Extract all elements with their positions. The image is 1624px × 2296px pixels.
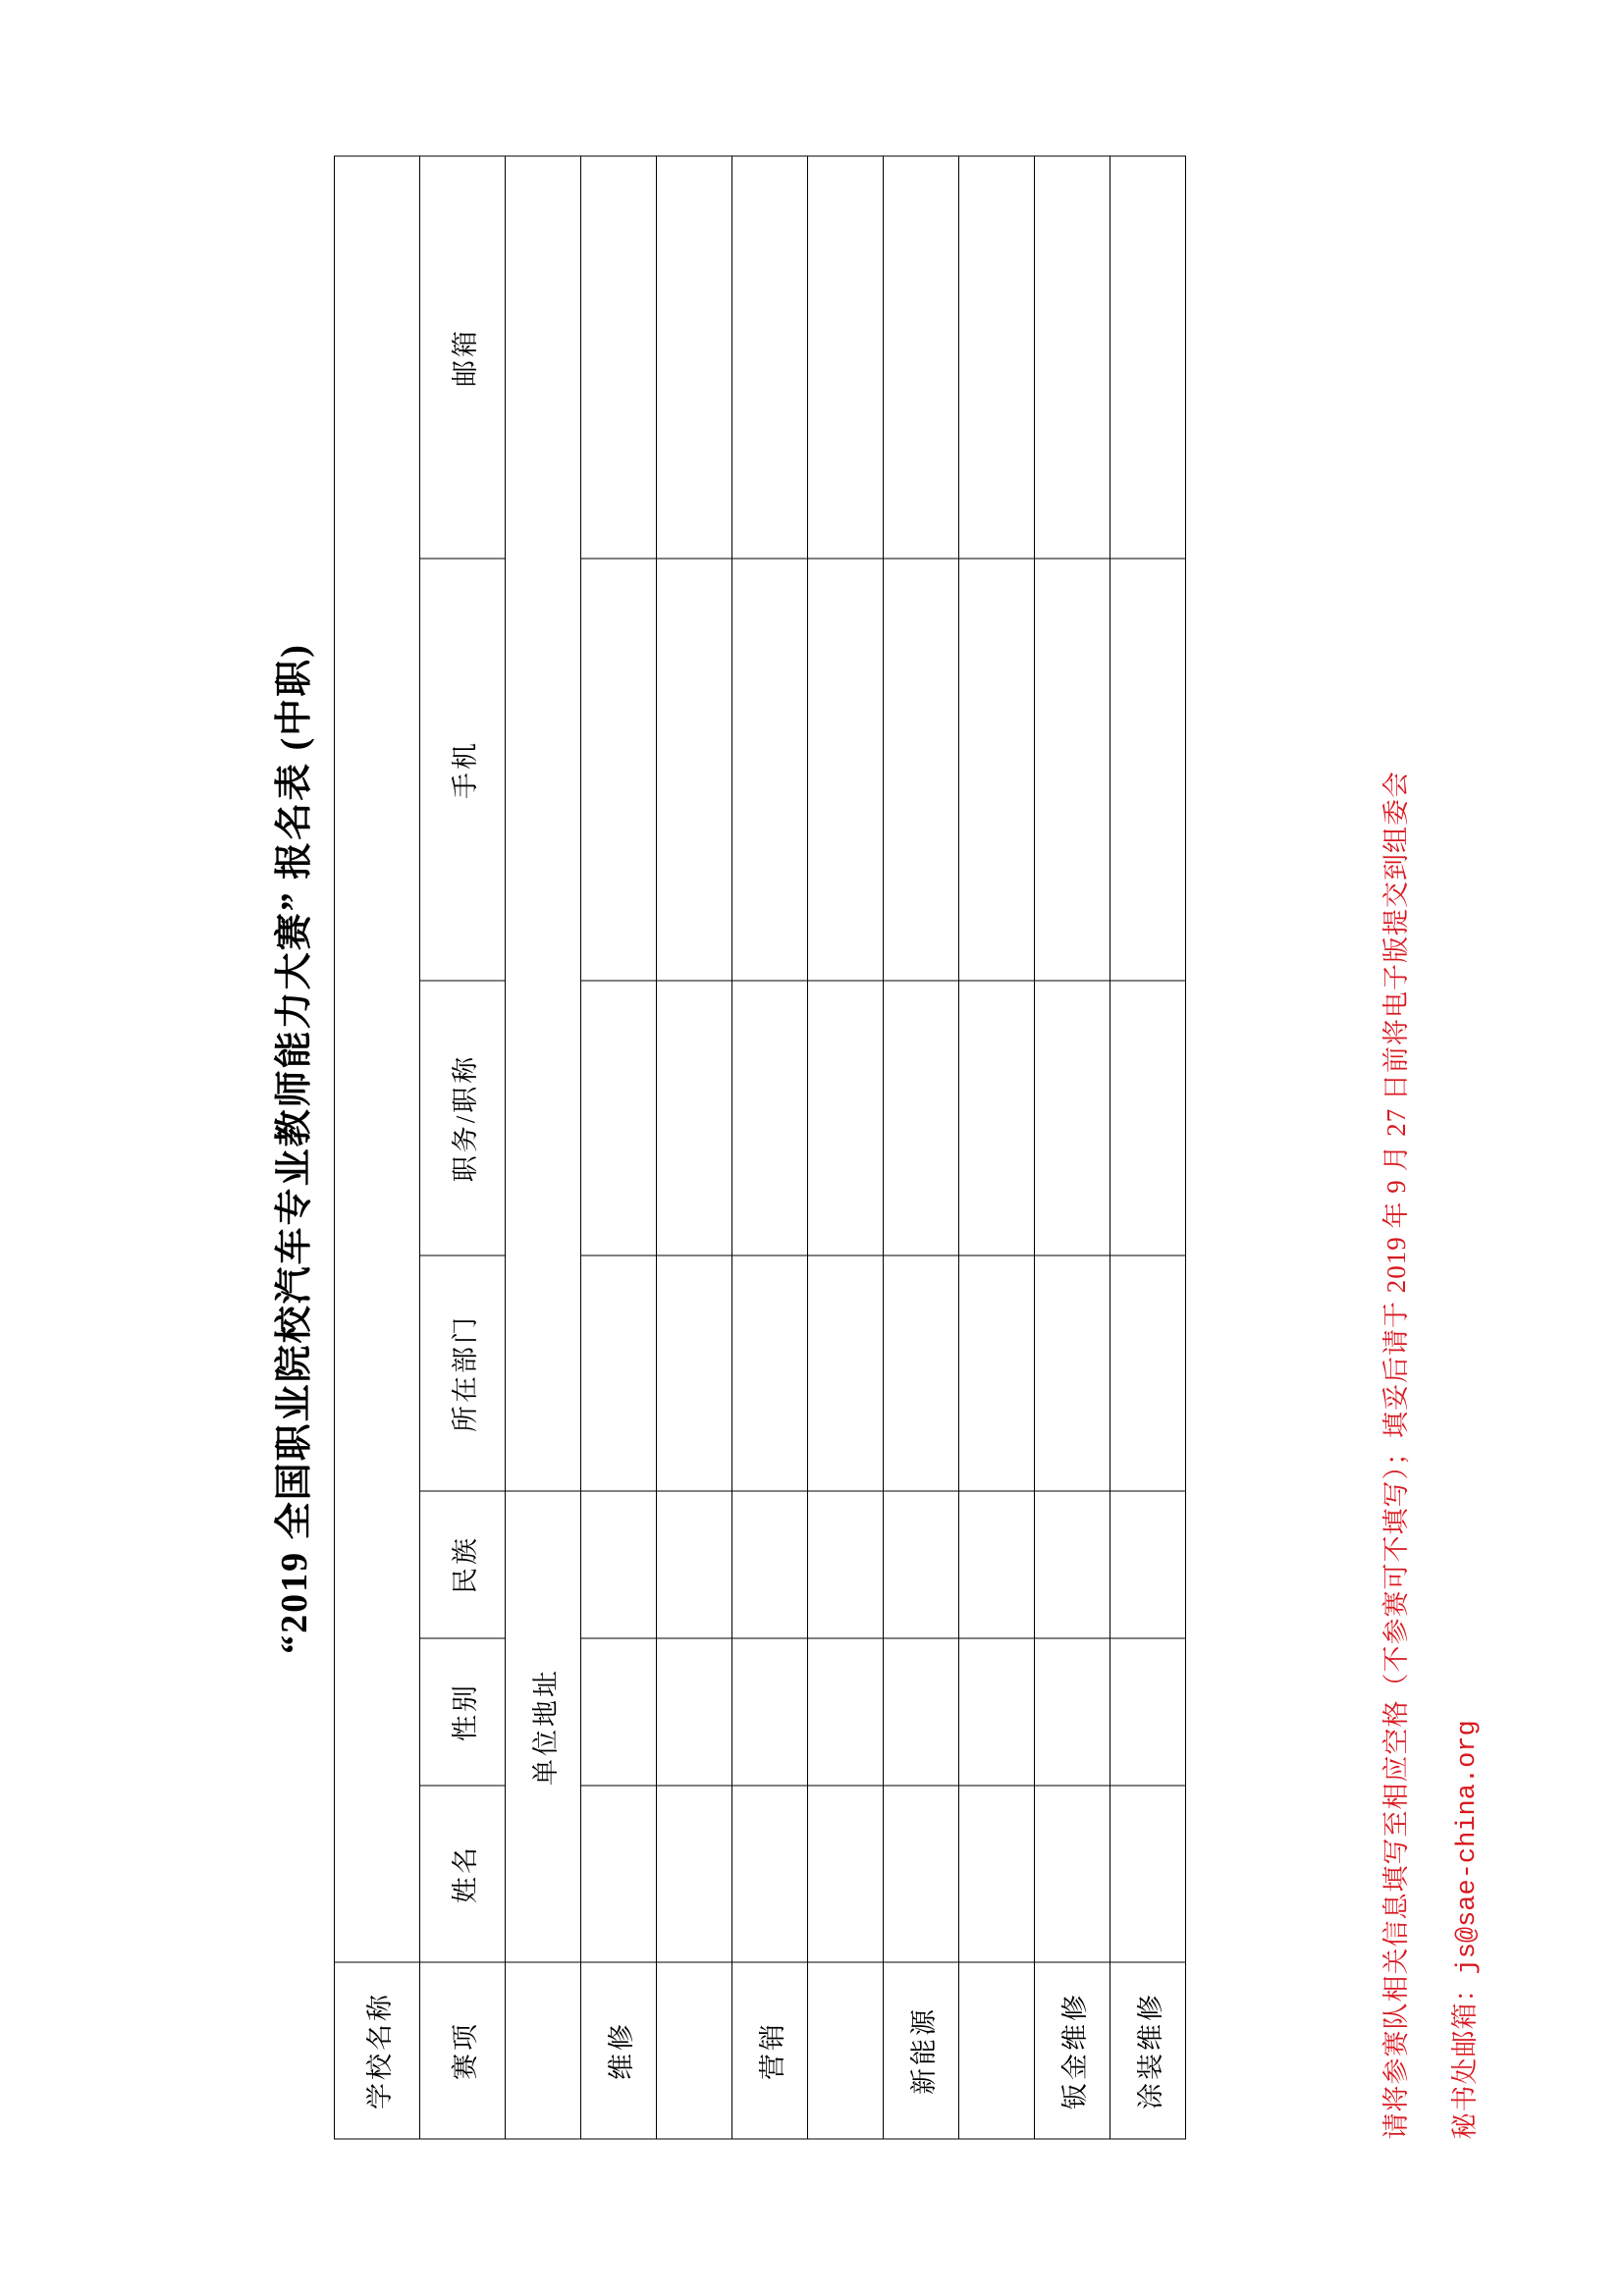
cell-email[interactable]	[959, 155, 1035, 558]
cell-nation[interactable]	[1035, 1491, 1110, 1638]
cell-gender[interactable]	[884, 1638, 959, 1786]
cell-mobile[interactable]	[808, 559, 884, 981]
cell-name[interactable]	[732, 1786, 808, 1962]
cell-nation[interactable]	[808, 1491, 884, 1638]
note-submission: 请将参赛队相关信息填写至相应空格（不参赛可不填写）；填妥后请于 2019 年 9 月 27 日前将电子版提交到组委会	[1381, 770, 1411, 2139]
cell-event: 营销	[732, 1962, 808, 2139]
cell-event	[657, 1962, 732, 2139]
note-secretariat-email	[1443, 1720, 1483, 2139]
cell-dept[interactable]	[657, 1255, 732, 1491]
col-header-dept: 所在部门	[420, 1255, 506, 1491]
cell-email[interactable]	[657, 155, 732, 558]
cell-email[interactable]	[1110, 155, 1186, 558]
col-header-mobile: 手机	[420, 559, 506, 981]
cell-title[interactable]	[1110, 981, 1186, 1255]
cell-mobile[interactable]	[959, 559, 1035, 981]
cell-event	[959, 1962, 1035, 2139]
cell-name[interactable]	[1035, 1786, 1110, 1962]
cell-dept[interactable]	[581, 1255, 657, 1491]
cell-event: 钣金维修	[1035, 1962, 1110, 2139]
table-row	[884, 155, 959, 2138]
cell-title[interactable]	[732, 981, 808, 1255]
cell-email[interactable]	[884, 155, 959, 558]
col-header-title: 职务/职称	[420, 981, 506, 1255]
cell-name[interactable]	[1110, 1786, 1186, 1962]
cell-mobile[interactable]	[732, 559, 808, 981]
cell-mobile[interactable]	[884, 559, 959, 981]
cell-school-label: 学校名称	[335, 1962, 420, 2139]
cell-name[interactable]	[581, 1786, 657, 1962]
table-row-address	[506, 155, 581, 2138]
cell-mobile[interactable]	[657, 559, 732, 981]
table-row	[581, 155, 657, 2138]
cell-name[interactable]	[959, 1786, 1035, 1962]
cell-address-value[interactable]	[506, 155, 581, 1490]
cell-address-spacer-1	[506, 1962, 581, 2139]
table-row	[959, 155, 1035, 2138]
cell-dept[interactable]	[808, 1255, 884, 1491]
cell-title[interactable]	[657, 981, 732, 1255]
table-row	[732, 155, 808, 2138]
page-title: “2019 全国职业院校汽车专业教师能力大赛” 报名表 (中职)	[274, 642, 315, 1654]
cell-email[interactable]	[732, 155, 808, 558]
cell-school-value[interactable]	[335, 155, 420, 1961]
table-row	[657, 155, 732, 2138]
table-row	[1035, 155, 1110, 2138]
cell-title[interactable]	[884, 981, 959, 1255]
cell-name[interactable]	[808, 1786, 884, 1962]
cell-dept[interactable]	[959, 1255, 1035, 1491]
cell-gender[interactable]	[1110, 1638, 1186, 1786]
table-row-school	[335, 155, 420, 2138]
cell-nation[interactable]	[959, 1491, 1035, 1638]
cell-dept[interactable]	[732, 1255, 808, 1491]
cell-title[interactable]	[581, 981, 657, 1255]
cell-nation[interactable]	[884, 1491, 959, 1638]
cell-gender[interactable]	[959, 1638, 1035, 1786]
table-row	[1110, 155, 1186, 2138]
cell-name[interactable]	[884, 1786, 959, 1962]
cell-dept[interactable]	[1035, 1255, 1110, 1491]
cell-title[interactable]	[808, 981, 884, 1255]
cell-event: 涂装维修	[1110, 1962, 1186, 2139]
cell-gender[interactable]	[581, 1638, 657, 1786]
cell-email[interactable]	[581, 155, 657, 558]
col-header-nation: 民族	[420, 1491, 506, 1638]
cell-dept[interactable]	[1110, 1255, 1186, 1491]
cell-mobile[interactable]	[581, 559, 657, 981]
cell-event: 维修	[581, 1962, 657, 2139]
cell-event: 新能源	[884, 1962, 959, 2139]
cell-name[interactable]	[657, 1786, 732, 1962]
cell-email[interactable]	[1035, 155, 1110, 558]
cell-nation[interactable]	[581, 1491, 657, 1638]
cell-gender[interactable]	[657, 1638, 732, 1786]
col-header-email: 邮箱	[420, 155, 506, 558]
cell-gender[interactable]	[1035, 1638, 1110, 1786]
note-email-address: js@sae-china.org	[1453, 1719, 1483, 1974]
note-email-label: 秘书处邮箱：	[1450, 1974, 1480, 2139]
cell-nation[interactable]	[1110, 1491, 1186, 1638]
cell-address-label: 单位地址	[506, 1491, 581, 1962]
col-header-gender: 性别	[420, 1638, 506, 1786]
table-row	[808, 155, 884, 2138]
table-row-header	[420, 155, 506, 2138]
cell-nation[interactable]	[657, 1491, 732, 1638]
cell-gender[interactable]	[808, 1638, 884, 1786]
cell-title[interactable]	[1035, 981, 1110, 1255]
cell-email[interactable]	[808, 155, 884, 558]
cell-dept[interactable]	[884, 1255, 959, 1491]
col-header-event: 赛项	[420, 1962, 506, 2139]
cell-mobile[interactable]	[1110, 559, 1186, 981]
cell-event	[808, 1962, 884, 2139]
cell-mobile[interactable]	[1035, 559, 1110, 981]
cell-gender[interactable]	[732, 1638, 808, 1786]
col-header-name: 姓名	[420, 1786, 506, 1962]
cell-nation[interactable]	[732, 1491, 808, 1638]
registration-form-table	[334, 155, 1186, 2139]
cell-title[interactable]	[959, 981, 1035, 1255]
